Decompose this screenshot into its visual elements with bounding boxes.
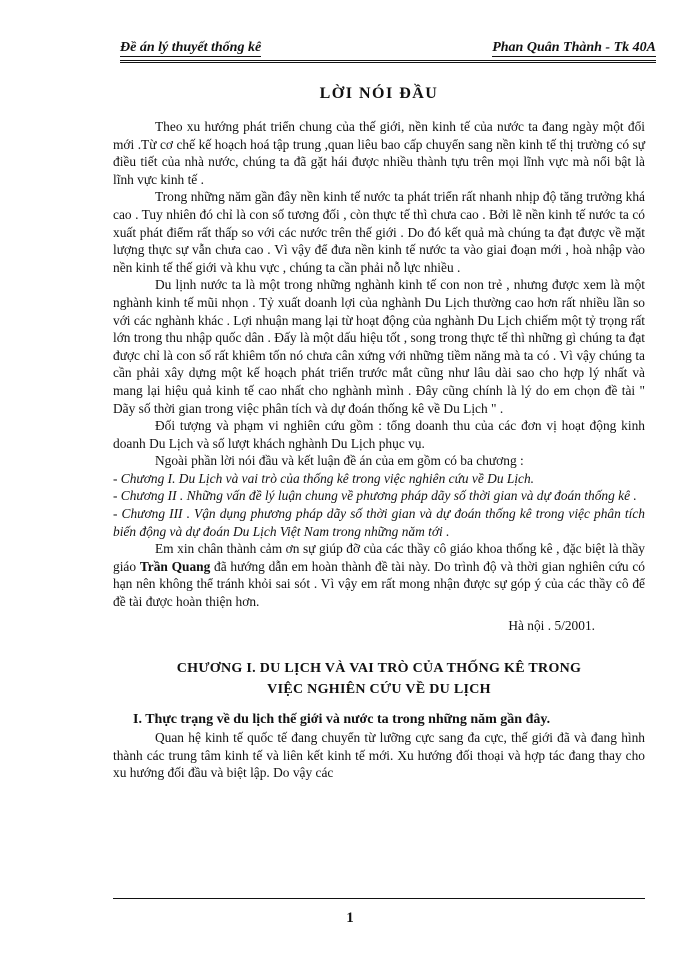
advisor-name: Trần Quang [139, 558, 211, 574]
paragraph-4: Đối tượng và phạm vi nghiên cứu gồm : tổng doanh thu của các đơn vị hoạt động kinh doanh Du Lịch và số lượt khách nghành Du Lịch phục vụ. [113, 418, 645, 451]
footer-divider [113, 898, 645, 899]
thanks-paragraph [113, 540, 645, 610]
thanks-text-before: Em xin chân thành cảm ơn sự giúp đỡ của các thầy cô giáo khoa thống kê , đặc biệt là thầy giáo [113, 541, 645, 574]
paragraph-2: Trong những năm gần đây nền kinh tế nước ta phát triển rất nhanh nhịp độ tăng trưởng khá cao . Tuy nhiên đó chỉ là con số tương đối , còn thực tế thì chưa cao . Bởi lẽ nền kinh tế nước ta có xuất phát điểm rất thấp so với các nước trên thế giới . Do đó kết quả mà chúng ta đạt được về mặt lượng thực sự vẫn chưa cao . Vì vậy để đưa nền kinh tế nước ta vào giai đoạn mới , hoà nhập vào nền kinh tế thế giới và khu vực , chúng ta cần phải nỗ lực nhiều . [113, 189, 645, 275]
signature-date: Hà nội . 5/2001. [508, 617, 595, 633]
document-title: LỜI NÓI ĐẦU [319, 85, 439, 102]
header-document-title: Đề án lý thuyết thống kê [120, 40, 262, 55]
section-paragraph: Quan hệ kinh tế quốc tế đang chuyển từ lưỡng cực sang đa cực, thế giới đã và đang hình thành các trung tâm kinh tế và liên kết kinh tế mới. Xu hướng đối thoại và hợp tác đang thay cho xu hướng đối đầu và biệt lập. Do vậy các [113, 730, 645, 781]
chapter-list-item-1: - Chương I. Du Lịch và vai trò của thống kê trong việc nghiên cứu về Du Lịch. [113, 470, 535, 486]
section-heading: I. Thực trạng về du lịch thế giới và nước ta trong những năm gần đây. [133, 712, 551, 728]
paragraph-3: Du lịnh nước ta là một trong những nghành kinh tế con non trẻ , nhưng được xem là một nghành kinh tế mũi nhọn . Tỷ xuất doanh lợi của nghành Du Lịch thường cao hơn rất nhiều lần so với các nghành khác . Lợi nhuận mang lại từ hoạt động của nghành Du Lịch chiếm một tỷ trọng rất lớn trong thu nhập quốc dân . Đấy là một dấu hiệu tốt , song trong thực tế thì những gì chúng ta đạt được chỉ là con số rất khiêm tốn nó chưa cân xứng với những tiềm năng mà ta có . Vì vậy chúng ta cần phải xây dựng một kế hoạch phát triển trước mắt cũng như lâu dài sao cho hợp lý nhất và mang lại hiệu quả kinh tế cao nhất cho nghành mình . Đây cũng chính là lý do em chọn đề tài " Dãy số thời gian trong việc phân tích và dự đoán thống kê về Du Lịch " . [113, 277, 645, 416]
chapter-heading [113, 658, 645, 700]
chapter-heading-line-2: VIỆC NGHIÊN CỨU VỀ DU LỊCH [267, 682, 491, 698]
page-header [120, 40, 656, 63]
page-number: 1 [346, 910, 354, 926]
paragraph-1: Theo xu hướng phát triển chung của thế giới, nền kinh tế của nước ta đang ngày một đổi mới .Từ cơ chế kế hoạch hoá tập trung ,quan liêu bao cấp chuyển sang nền kinh tế thị trường có sự điều tiết của nhà nước, chúng ta đã gặt hái được nhiều thành tựu trên mọi lĩnh vực mà nổi bật là lĩnh vực kinh tế . [113, 119, 645, 187]
chapter-heading-line-1: CHƯƠNG I. DU LỊCH VÀ VAI TRÒ CỦA THỐNG KÊ TRONG [176, 661, 582, 677]
page-content [113, 78, 645, 782]
chapter-list-item-3: - Chương III . Vận dụng phương pháp dãy số thời gian và dự đoán thống kê trong việc phân tích biến động và dự đoán Du Lịch Việt Nam trong những năm tới . [113, 506, 645, 539]
header-divider [120, 60, 656, 61]
thanks-text-after: đã hướng dẫn em hoàn thành đề tài này. Do trình độ và thời gian nghiên cứu có hạn nên không thể tránh khỏi sai sót . Vì vậy em rất mong nhận được sự góp ý của các thầy cô để đề tài được hoàn thiện hơn. [113, 558, 645, 610]
paragraph-5: Ngoài phần lời nói đầu và kết luận đề án của em gồm có ba chương : [155, 453, 524, 469]
chapter-list-item-2: - Chương II . Những vấn đề lý luận chung về phương pháp dãy số thời gian và dự đoán thống kê . [113, 488, 637, 504]
header-author: Phan Quân Thành - Tk 40A [492, 40, 656, 55]
